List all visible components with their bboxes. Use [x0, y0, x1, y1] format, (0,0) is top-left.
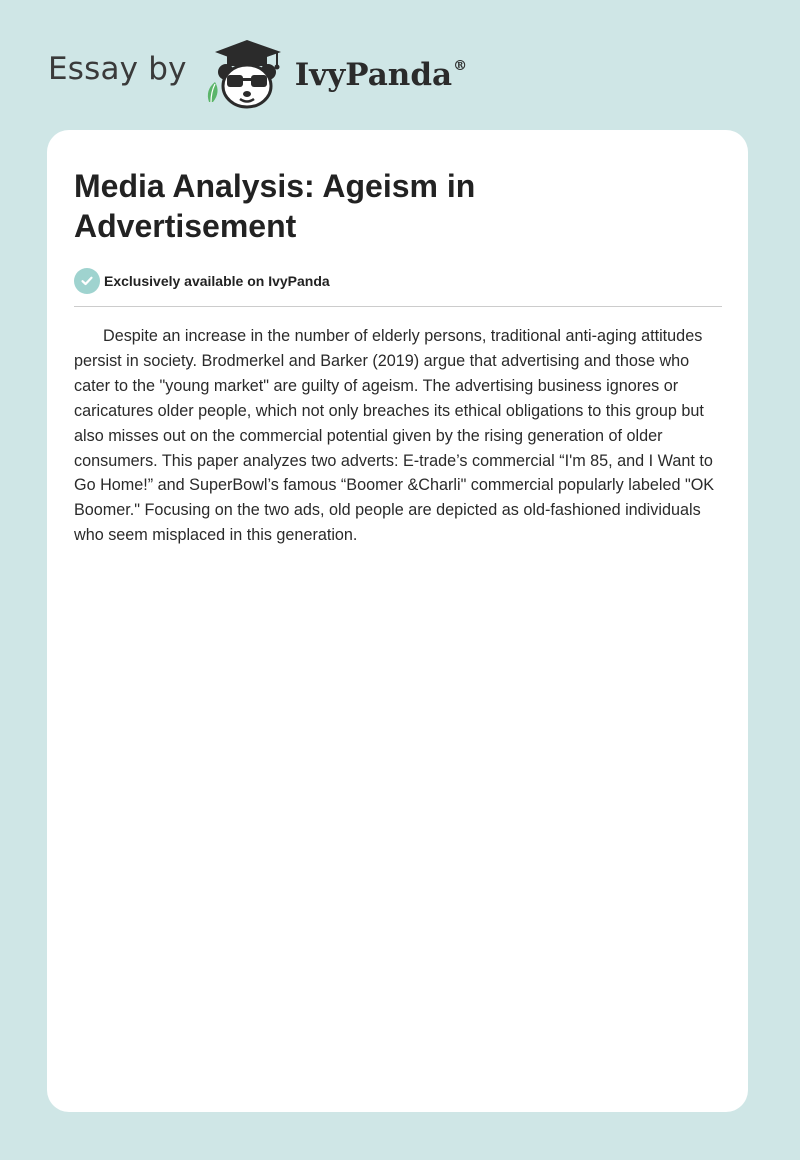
exclusive-badge — [74, 268, 722, 294]
exclusive-label: Exclusively available on IvyPanda — [104, 273, 330, 289]
divider — [74, 306, 722, 307]
check-circle-icon — [74, 268, 100, 294]
brand-name[interactable]: IvyPanda® — [294, 57, 468, 93]
panda-graduate-logo-icon[interactable] — [201, 36, 291, 110]
site-header — [48, 36, 467, 110]
essay-paragraph: Despite an increase in the number of elderly persons, traditional anti-aging attitudes persist in society. Brodmerkel and Barker (2019) argue that advertising and those who cater to the "young market" are guilty of ageism. The advertising business ignores or caricatures older people, which not only breaches its ethical obligations to this group but also misses out on the commercial potential given by the rising generation of older consumers. This paper analyzes two adverts: E-trade’s commercial “I'm 85, and I Want to Go Home!” and SuperBowl’s famous “Boomer &Charli" commercial popularly labeled "OK Boomer." Focusing on the two ads, old people are depicted as old-fashioned individuals who seem misplaced in this generation. — [74, 327, 715, 545]
essay-title: Media Analysis: Ageism in Advertisement — [74, 168, 476, 244]
registered-mark: ® — [453, 57, 468, 74]
essay-card — [47, 130, 748, 1112]
essay-by-label: Essay by — [48, 51, 187, 87]
